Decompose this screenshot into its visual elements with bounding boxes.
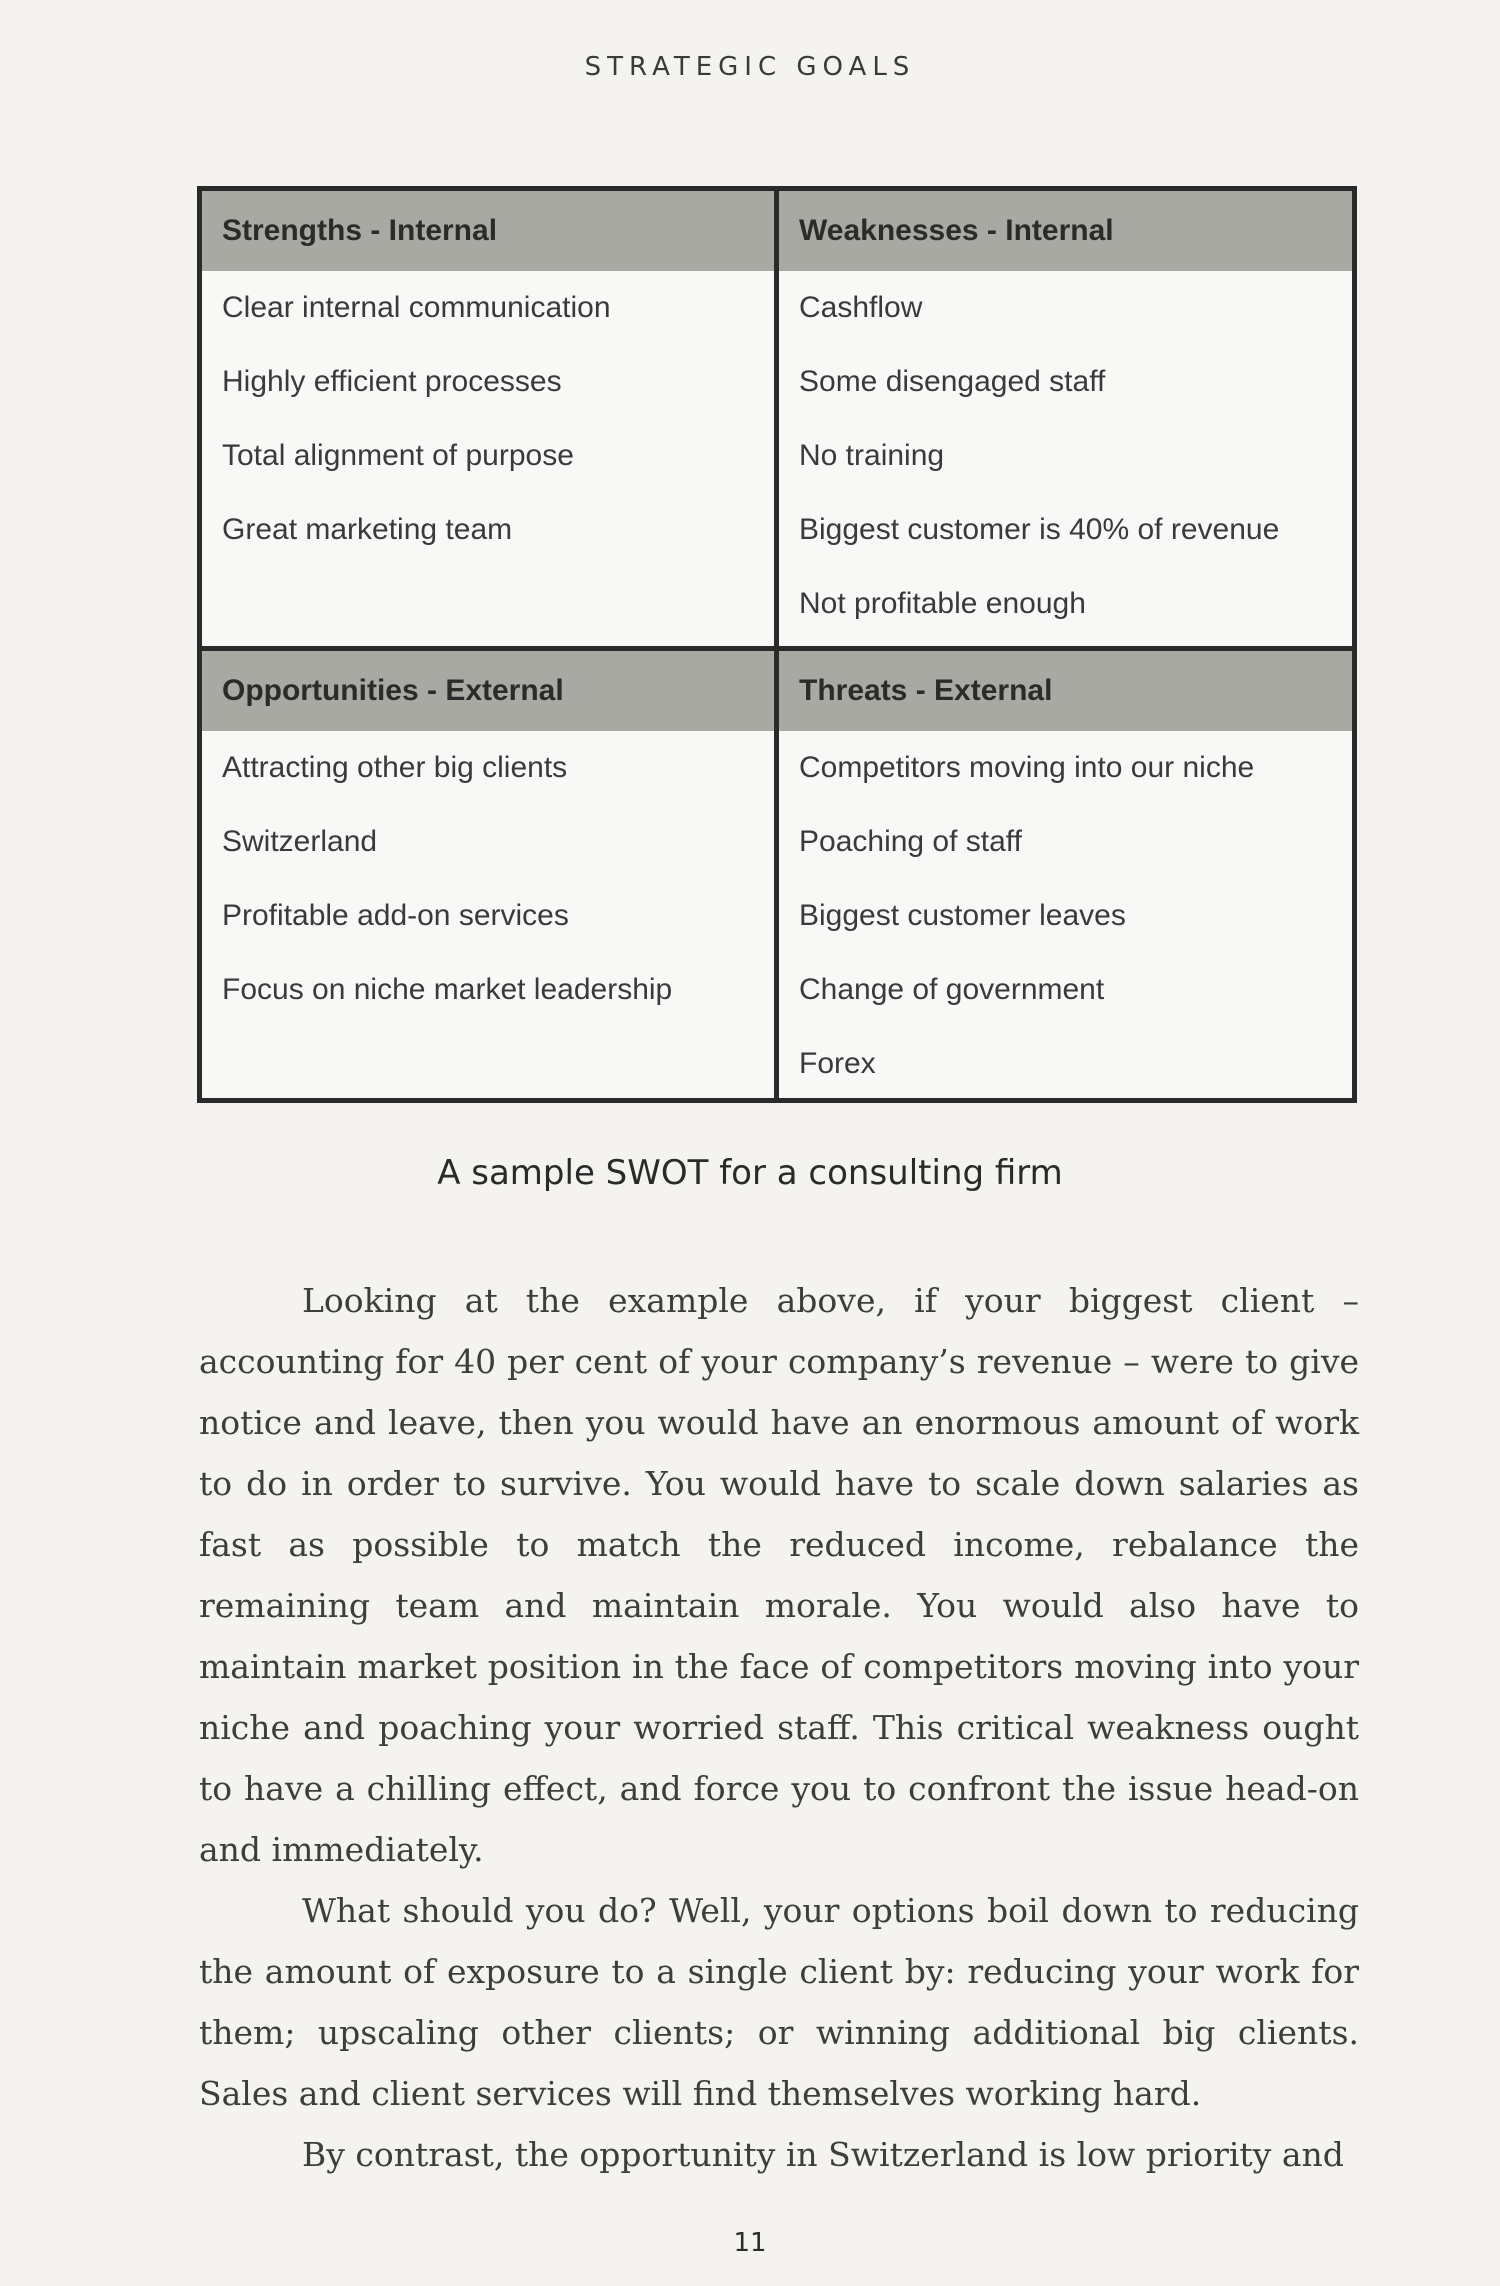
swot-strengths	[202, 191, 774, 646]
opportunities-item: Switzerland	[222, 825, 378, 858]
body-paragraph: By contrast, the opportunity in Switzerland is low priority and	[302, 2135, 1344, 2174]
swot-opportunities	[202, 651, 774, 1098]
threats-item: Poaching of staff	[799, 825, 1022, 858]
strengths-header: Strengths - Internal	[202, 191, 774, 271]
threats-item: Biggest customer leaves	[799, 899, 1126, 932]
strengths-item: Great marketing team	[222, 513, 513, 546]
weaknesses-item: No training	[799, 439, 945, 472]
body-text	[199, 1270, 1359, 2185]
weaknesses-item: Not profitable enough	[799, 587, 1086, 620]
opportunities-item: Profitable add-on services	[222, 899, 569, 932]
opportunities-item: Focus on niche market leadership	[222, 973, 673, 1006]
strengths-item: Clear internal communication	[222, 291, 611, 324]
weaknesses-header: Weaknesses - Internal	[779, 191, 1352, 271]
page-number: 11	[733, 2228, 767, 2258]
swot-weaknesses	[779, 191, 1352, 646]
threats-item: Forex	[799, 1047, 876, 1080]
threats-header: Threats - External	[779, 651, 1352, 731]
swot-threats	[779, 651, 1352, 1098]
threats-item: Competitors moving into our niche	[799, 751, 1255, 784]
opportunities-item: Attracting other big clients	[222, 751, 568, 784]
running-head: STRATEGIC GOALS	[584, 52, 916, 82]
body-paragraph: Looking at the example above, if your biggest client – accounting for 40 per cent of your company’s revenue – were to give notice and leave, then you would have an enormous amount of work to do in order to survive. You would have to scale down salaries as fast as possible to match the reduced income, rebalance the remaining team and maintain morale. You would also have to maintain market position in the face of competitors moving into your niche and poaching your worried staff. This critical weakness ought to have a chilling effect, and force you to confront the issue head-on and immediately.	[199, 1281, 1359, 1869]
weaknesses-item: Cashflow	[799, 291, 923, 324]
opportunities-header: Opportunities - External	[202, 651, 774, 731]
body-paragraph: What should you do? Well, your options boil down to reducing the amount of exposure to a single client by: reducing your work for them; upscaling other clients; or winning additional big clients. Sales and client services will find themselves working hard.	[199, 1891, 1359, 2113]
weaknesses-item: Some disengaged staff	[799, 365, 1106, 398]
weaknesses-item: Biggest customer is 40% of revenue	[799, 513, 1280, 546]
threats-item: Change of government	[799, 973, 1105, 1006]
swot-table	[197, 186, 1357, 1103]
figure-caption: A sample SWOT for a consulting firm	[437, 1153, 1063, 1193]
strengths-item: Total alignment of purpose	[222, 439, 574, 472]
strengths-item: Highly efficient processes	[222, 365, 562, 398]
